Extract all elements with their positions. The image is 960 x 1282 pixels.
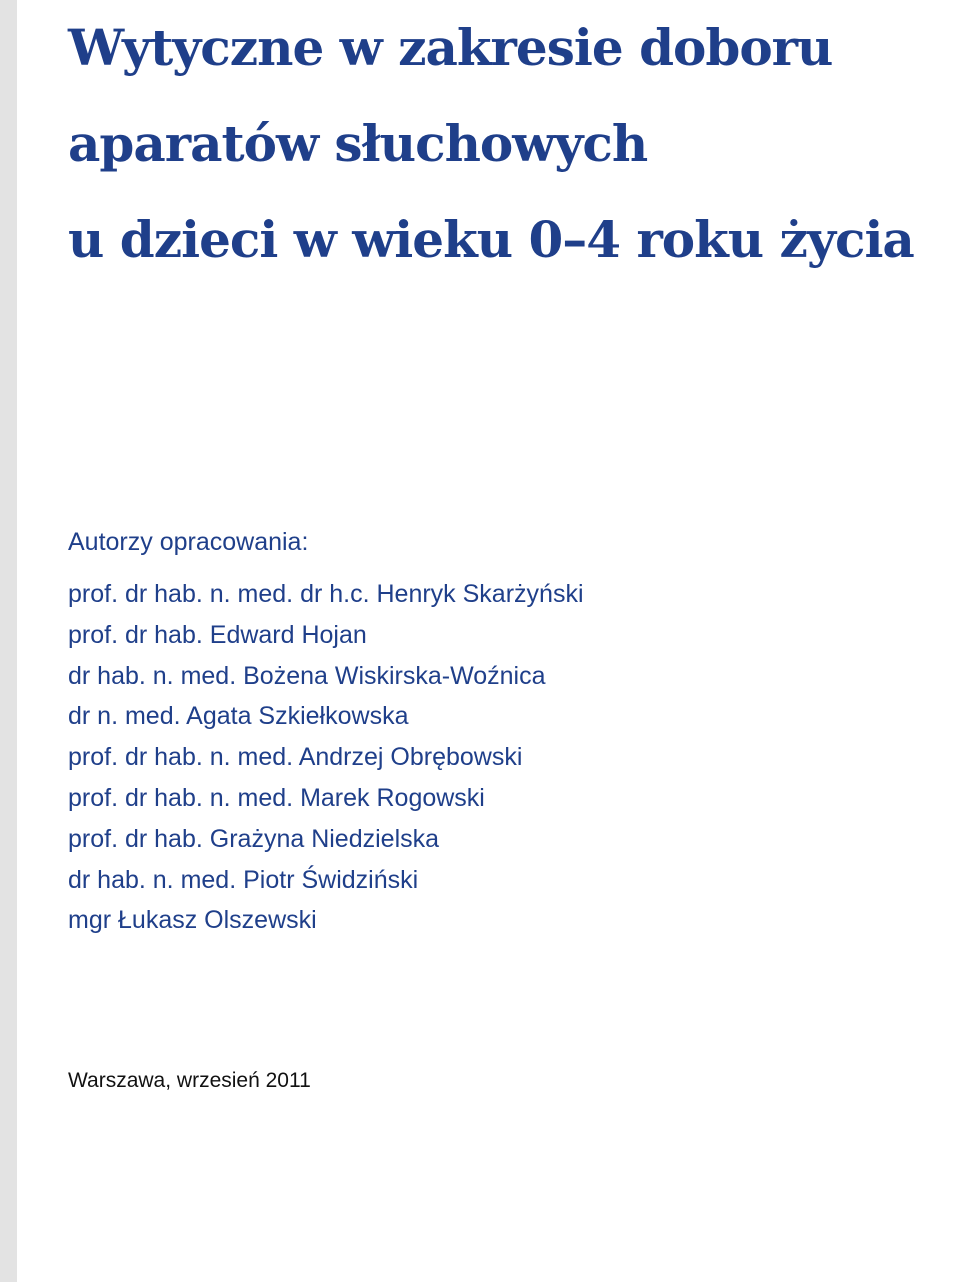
author-degree: prof. dr hab. [68,824,203,853]
document-title [68,0,958,288]
authors-heading: Autorzy opracowania: [68,528,309,556]
author-entry [68,574,584,615]
author-degree: prof. dr hab. n. med. dr h.c. [68,580,370,608]
author-entry [68,696,584,737]
author-entry [68,819,584,860]
author-name: Piotr Świdziński [243,865,419,894]
author-entry [68,860,584,901]
author-degree: dr hab. n. med. [68,661,237,690]
author-name: Marek Rogowski [300,783,485,812]
title-line: u dzieci w wieku 0–4 roku życia [68,210,914,269]
author-entry [68,900,584,941]
author-name: Bożena Wiskirska-Woźnica [243,661,546,690]
author-entry [68,778,584,819]
author-name: Agata Szkiełkowska [186,702,409,731]
author-name: Łukasz Olszewski [118,906,317,935]
author-degree: prof. dr hab. n. med. [68,743,294,772]
author-degree: prof. dr hab. [68,620,203,649]
place-date: Warszawa, wrzesień 2011 [68,1069,311,1092]
author-degree: dr n. med. [68,702,181,731]
author-name: Henryk Skarżyński [376,580,584,608]
author-entry [68,656,584,697]
author-entry [68,615,584,656]
title-line: Wytyczne w zakresie doboru [68,18,833,77]
author-entry [68,737,584,778]
author-name: Andrzej Obrębowski [298,743,523,772]
author-degree: prof. dr hab. n. med. [68,783,294,812]
author-degree: mgr [68,906,112,935]
authors-list [68,574,584,941]
author-name: Edward Hojan [209,620,367,649]
title-line: aparatów słuchowych [68,114,648,173]
author-name: Grażyna Niedzielska [209,824,440,853]
author-degree: dr hab. n. med. [68,865,237,894]
left-margin-bar [0,0,17,1282]
